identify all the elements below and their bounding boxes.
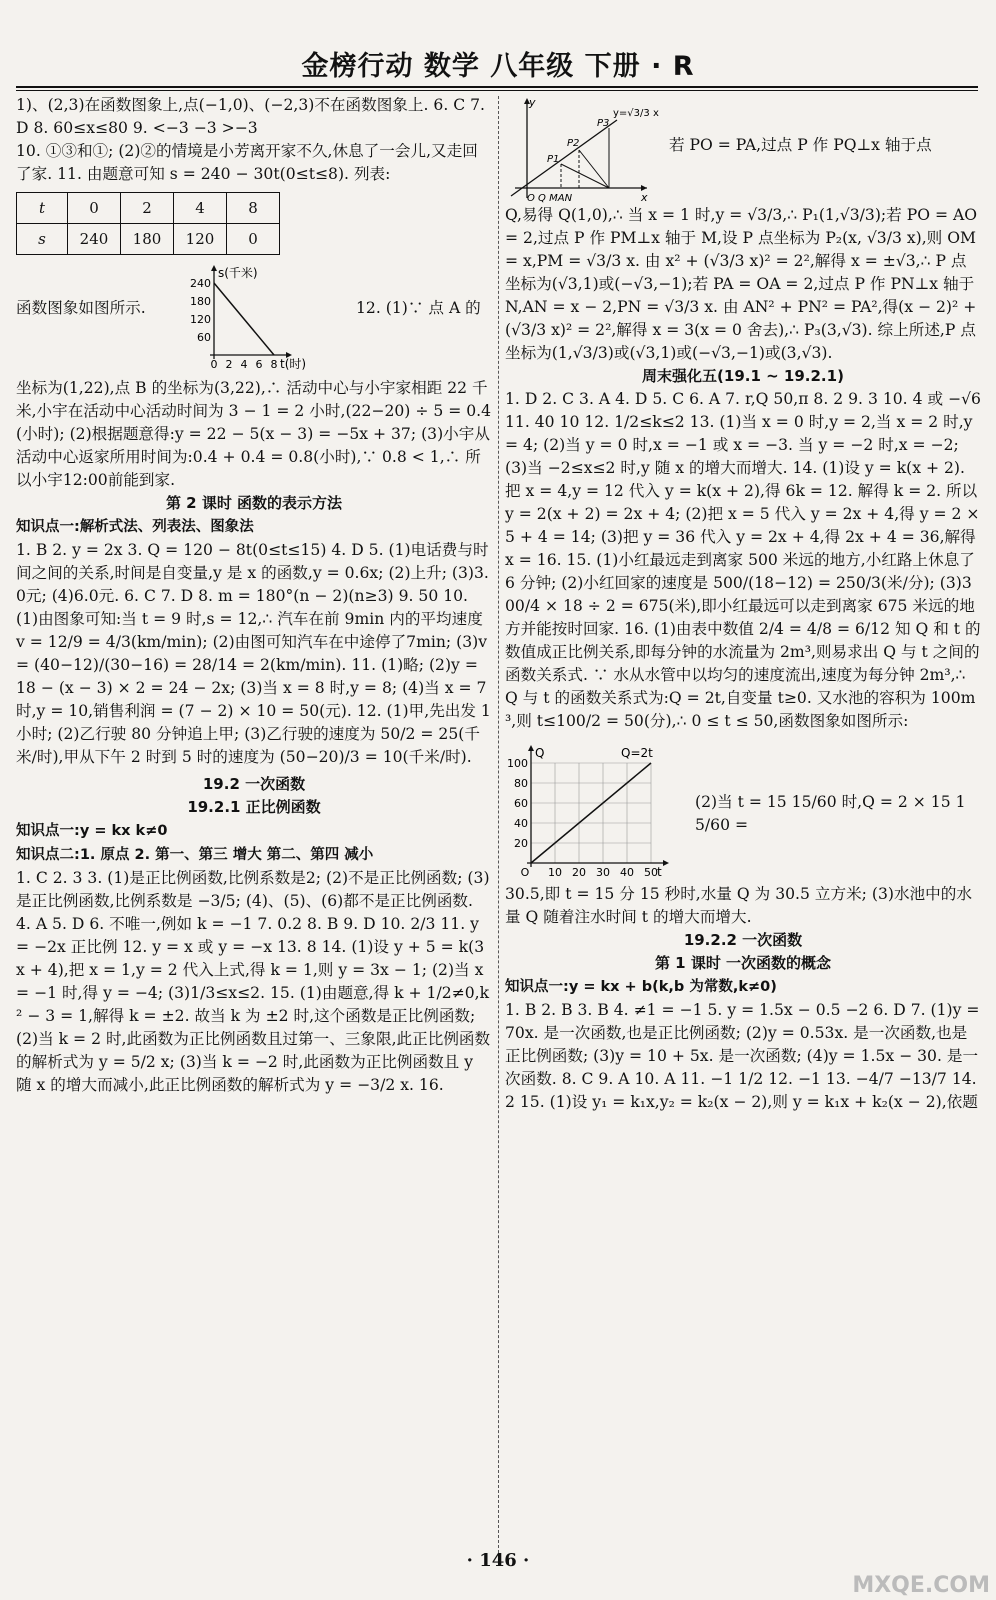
left-column [16, 94, 492, 1097]
answer-block: 1. B 2. y = 2x 3. Q = 120 − 8t(0≤t≤15) 4. D 5. (1)电话费与时间之间的关系,时间是自变量,y 是 x 的函数,y = 0.6x; (2)上升; (3)3.0元; (4)6.0元. 6. C 7. D 8. m = 180°(n − 2)(n≥3) 9. 50 10. (1)由图象可知:当 t = 9 时,s = 12,∴ 汽车在前 9min 内的平均速度 v = 12/9 = 4/3(km/min); (2)由图可知汽车在中途停了7min; (3)v = (40−12)/(30−16) = 28/14 = 2(km/min). 11. (1)略; (2)y = 18 − (x − 3) × 2 = 24 − 2x; (3)当 x = 8 时,y = 8; (4)当 x = 7 时,y = 10,销售利润 = (7 − 2) × 10 = 50(元). 12. (1)甲,先出发 1 小时; (2)乙行驶 80 分钟追上甲; (3)乙行驶的速度为 50/2 = 25(千米/时),甲从下午 2 时到 5 时的速度为 (50−20)/3 = 10(千米/时). [16, 541, 491, 766]
s-t-graph [184, 259, 342, 377]
table-cell: 120 [174, 224, 227, 255]
q-t-graph [505, 733, 683, 883]
line-equation: y=√3/3 x [613, 108, 659, 119]
graph-row [16, 259, 492, 377]
header-rule-thin [16, 90, 978, 91]
table-cell: s [17, 224, 68, 255]
axis-label: y [529, 96, 536, 109]
x-tick-label: O [520, 866, 530, 879]
y-tick-label: 40 [514, 817, 528, 830]
axis-points-label: O Q MAN [527, 193, 573, 204]
knowledge-point [16, 515, 492, 539]
x-tick-label: 8 [270, 358, 278, 371]
section-title: 19.2 一次函数 [202, 775, 306, 793]
graph-row [505, 733, 981, 883]
y-tick-label: 120 [190, 313, 211, 326]
section-title: 第 2 课时 函数的表示方法 [165, 494, 343, 512]
page-header: 金榜行动 数学 八年级 下册 · R [301, 51, 695, 82]
answer-block: 12. (1)∵ 点 A 的 [356, 299, 481, 317]
column-divider [498, 96, 499, 1558]
header-rule [16, 86, 978, 88]
table-cell: t [17, 193, 68, 224]
point-label: P2 [567, 138, 580, 149]
x-tick-label: 6 [255, 358, 263, 371]
y-axis-label: Q [535, 746, 545, 760]
kp-text: 1. 原点 2. 第一、第三 增大 第二、第四 减小 [79, 847, 374, 863]
answer-block: 1. D 2. C 3. A 4. D 5. C 6. A 7. r,Q 50,π 8. 2 9. 3 10. 4 或 −√6 11. 40 10 12. 1/2≤k≤2 13. (1)当 x = 0 时,y = 2,当 x = 2 时,y = 4; (2)当 y = 0 时,x = −1 或 x = −3. 当 y = −2 时,x = −2; (3)当 −2≤x≤2 时,y 随 x 的增大而增大. 14. (1)设 y = k(x + 2). 把 x = 4,y = 12 代入 y = k(x + 2),得 6k = 12. 解得 k = 2. 所以 y = 2(x + 2) = 2x + 4; (2)把 x = 5 代入 y = 2x + 4,得 y = 2 × 5 + 4 = 14; (3)把 y = 36 代入 y = 2x + 4,得 2x + 4 = 36,解得 x = 16. 15. (1)小红最远走到离家 500 米远的地方,小红路上休息了 6 分钟; (2)小红回家的速度是 500/(18−12) = 250/3(米/分); (3)300/4 × 18 ÷ 2 = 675(米),即小红最远可以走到离家 675 米远的地方并能按时回家. 16. (1)由表中数值 2/4 = 4/8 = 6/12 知 Q 和 t 的数值成正比例关系,即每分钟的水流量为 2m³,则易求出 Q 与 t 之间的函数关系式. ∵ 水从水管中以均匀的速度流出,速度为每分钟 2m³,∴ Q 与 t 的函数关系式为:Q = 2t,自变量 t≥0. 又水池的容积为 100m³,则 t≤100/2 = 50(分),∴ 0 ≤ t ≤ 50,函数图象如图所示: [505, 390, 981, 730]
axis-label: x [641, 191, 648, 204]
y-tick-label: 20 [514, 837, 528, 850]
page-number: · 146 · [466, 1550, 530, 1571]
point-label: P1 [547, 154, 560, 165]
x-tick-label: 2 [225, 358, 233, 371]
point-label: P3 [597, 118, 610, 129]
y-tick-label: 180 [190, 295, 211, 308]
segment-pa [579, 150, 609, 188]
answer-block: 10. ①③和①; (2)②的情境是小芳离开家不久,休息了一会儿,又走回了家. 11. 由题意可知 s = 240 − 30t(0≤t≤8). 列表: [16, 142, 478, 183]
graph-caption: 函数图象如图所示. [16, 299, 146, 317]
answer-block: 坐标为(1,22),点 B 的坐标为(3,22),∴ 活动中心与小宇家相距 22 千米,小宇在活动中心活动时间为 3 − 1 = 2 小时,(22−20) ÷ 5 = 0.4(小时); (2)根据题意得:y = 22 − 5(x − 3) = −5x + 37; (3)小宇从活动中心返家所用时间为:0.4 + 0.4 = 0.8(小时),∵ 0.8 < 1,∴ 所以小宇12:00前能到家. [16, 379, 492, 489]
table-cell: 2 [121, 193, 174, 224]
section-title: 周末强化五(19.1 ~ 19.2.1) [642, 367, 844, 385]
section-title: 19.2.2 一次函数 [683, 931, 803, 949]
kp-text: y = kx + b(k,b 为常数,k≠0) [568, 979, 777, 995]
table-row [17, 224, 280, 255]
knowledge-point [16, 819, 492, 843]
kp-text: y = kx k≠0 [79, 823, 168, 839]
x-arrow-icon [663, 860, 669, 866]
knowledge-point [505, 975, 981, 999]
p-point-diagram [505, 94, 659, 204]
kp-text: 解析式法、列表法、图象法 [79, 519, 254, 535]
x-tick-label: 4 [240, 358, 248, 371]
table-cell: 0 [227, 224, 280, 255]
series-line [531, 763, 651, 863]
section-title: 第 1 课时 一次函数的概念 [654, 954, 832, 972]
x-axis-label: t [657, 865, 662, 879]
x-tick-label: 10 [548, 866, 562, 879]
answer-block: 1. C 2. 3 3. (1)是正比例函数,比例系数是2; (2)不是正比例函数; (3)是正比例函数,比例系数是 −3/5; (4)、(5)、(6)都不是正比例函数. 4. A 5. D 6. 不唯一,例如 k = −1 7. 0.2 8. B 9. D 10. 2/3 11. y = −2x 正比例 12. y = x 或 y = −x 13. 8 14. (1)设 y + 5 = k(3x + 4),把 x = 1,y = 2 代入上式,得 k = 1,则 y = 3x − 1; (2)当 x = −1 时,得 y = −4; (3)1/3≤x≤2. 15. (1)由题意,得 k + 1/2≠0,k² − 3 = 1,解得 k = ±2. 故当 k 为 ±2 时,这个函数是正比例函数; (2)当 k = 2 时,此函数为正比例函数且过第一、三象限,此正比例函数的解析式为 y = 5/2 x; (3)当 k = −2 时,此函数为正比例函数且 y 随 x 的增大而减小,此正比例函数的解析式为 y = −3/2 x. 16. [16, 869, 491, 1094]
y-axis-label: s(千米) [218, 266, 258, 280]
right-column [505, 94, 981, 1114]
graph-row [505, 94, 981, 204]
kp-label: 知识点二: [16, 847, 80, 863]
kp-label: 知识点一: [16, 823, 80, 839]
x-tick-label: 30 [596, 866, 610, 879]
answer-block: Q,易得 Q(1,0),∴ 当 x = 1 时,y = √3/3,∴ P₁(1,√3/3);若 PO = AO = 2,过点 P 作 PM⊥x 轴于 M,设 P 点坐标为 P₂(x, √3/3 x),则 OM = x,PM = √3/3 x. 由 x² + (√3/3 x)² = 2²,解得 x = ±√3,∴ P 点坐标为(√3,1)或(−√3,−1);若 PA = OA = 2,过点 P 作 PN⊥x 轴于 N,AN = x − 2,PN = √3/3 x. 由 AN² + PN² = PA²,得(x − 2)² + (√3/3 x)² = 2²,解得 x = 3(x = 0 舍去),∴ P₃(3,√3). 综上所述,P 点坐标为(1,√3/3)或(√3,1)或(−√3,−1)或(3,√3). [505, 206, 978, 362]
y-tick-label: 60 [514, 797, 528, 810]
y-tick-label: 100 [507, 757, 528, 770]
section-title: 19.2.1 正比例函数 [187, 798, 321, 816]
segment-pa [561, 164, 609, 188]
table-cell: 180 [121, 224, 174, 255]
table-cell: 8 [227, 193, 280, 224]
y-arrow-icon [528, 745, 534, 751]
knowledge-point [16, 843, 492, 867]
table-cell: 4 [174, 193, 227, 224]
x-tick-label: 40 [620, 866, 634, 879]
answer-block: 1. B 2. B 3. B 4. ≠1 = −1 5. y = 1.5x − 0.5 −2 6. D 7. (1)y = 70x. 是一次函数,也是正比例函数; (2)y = 0.53x. 是一次函数,也是正比例函数; (3)y = 10 + 5x. 是一次函数; (4)y = 1.5x − 30. 是一次函数. 8. C 9. A 10. A 11. −1 1/2 12. −1 13. −4/7 −13/7 14. 2 15. (1)设 y₁ = k₁x,y₂ = k₂(x − 2),则 y = k₁x + k₂(x − 2),依题 [505, 1001, 980, 1111]
x-tick-label: 50 [644, 866, 658, 879]
table-row [17, 193, 280, 224]
x-tick-label: 20 [572, 866, 586, 879]
y-arrow-icon [211, 265, 217, 271]
answer-block: 若 PO = PA,过点 P 作 PQ⊥x 轴于点 [669, 136, 932, 154]
x-tick-label: 0 [210, 358, 218, 371]
series-line [214, 283, 274, 355]
y-tick-label: 240 [190, 277, 211, 290]
answer-block: 30.5,即 t = 15 分 15 秒时,水量 Q 为 30.5 立方米; (3)水池中的水量 Q 随着注水时间 t 的增大而增大. [505, 885, 972, 926]
watermark: MXQE.COM [852, 1573, 990, 1598]
kp-label: 知识点一: [16, 519, 80, 535]
value-table [16, 192, 280, 255]
kp-label: 知识点一: [505, 979, 569, 995]
table-cell: 0 [68, 193, 121, 224]
table-cell: 240 [68, 224, 121, 255]
x-axis-label: t(时) [280, 357, 307, 371]
answer-block: (2)当 t = 15 15/60 时,Q = 2 × 15 15/60 = [695, 793, 966, 834]
y-tick-label: 80 [514, 777, 528, 790]
y-tick-label: 60 [197, 331, 211, 344]
answer-block: 1)、(2,3)在函数图象上,点(−1,0)、(−2,3)不在函数图象上. 6. C 7. D 8. 60≤x≤80 9. <−3 −3 >−3 [16, 96, 486, 137]
series-label: Q=2t [621, 746, 653, 760]
